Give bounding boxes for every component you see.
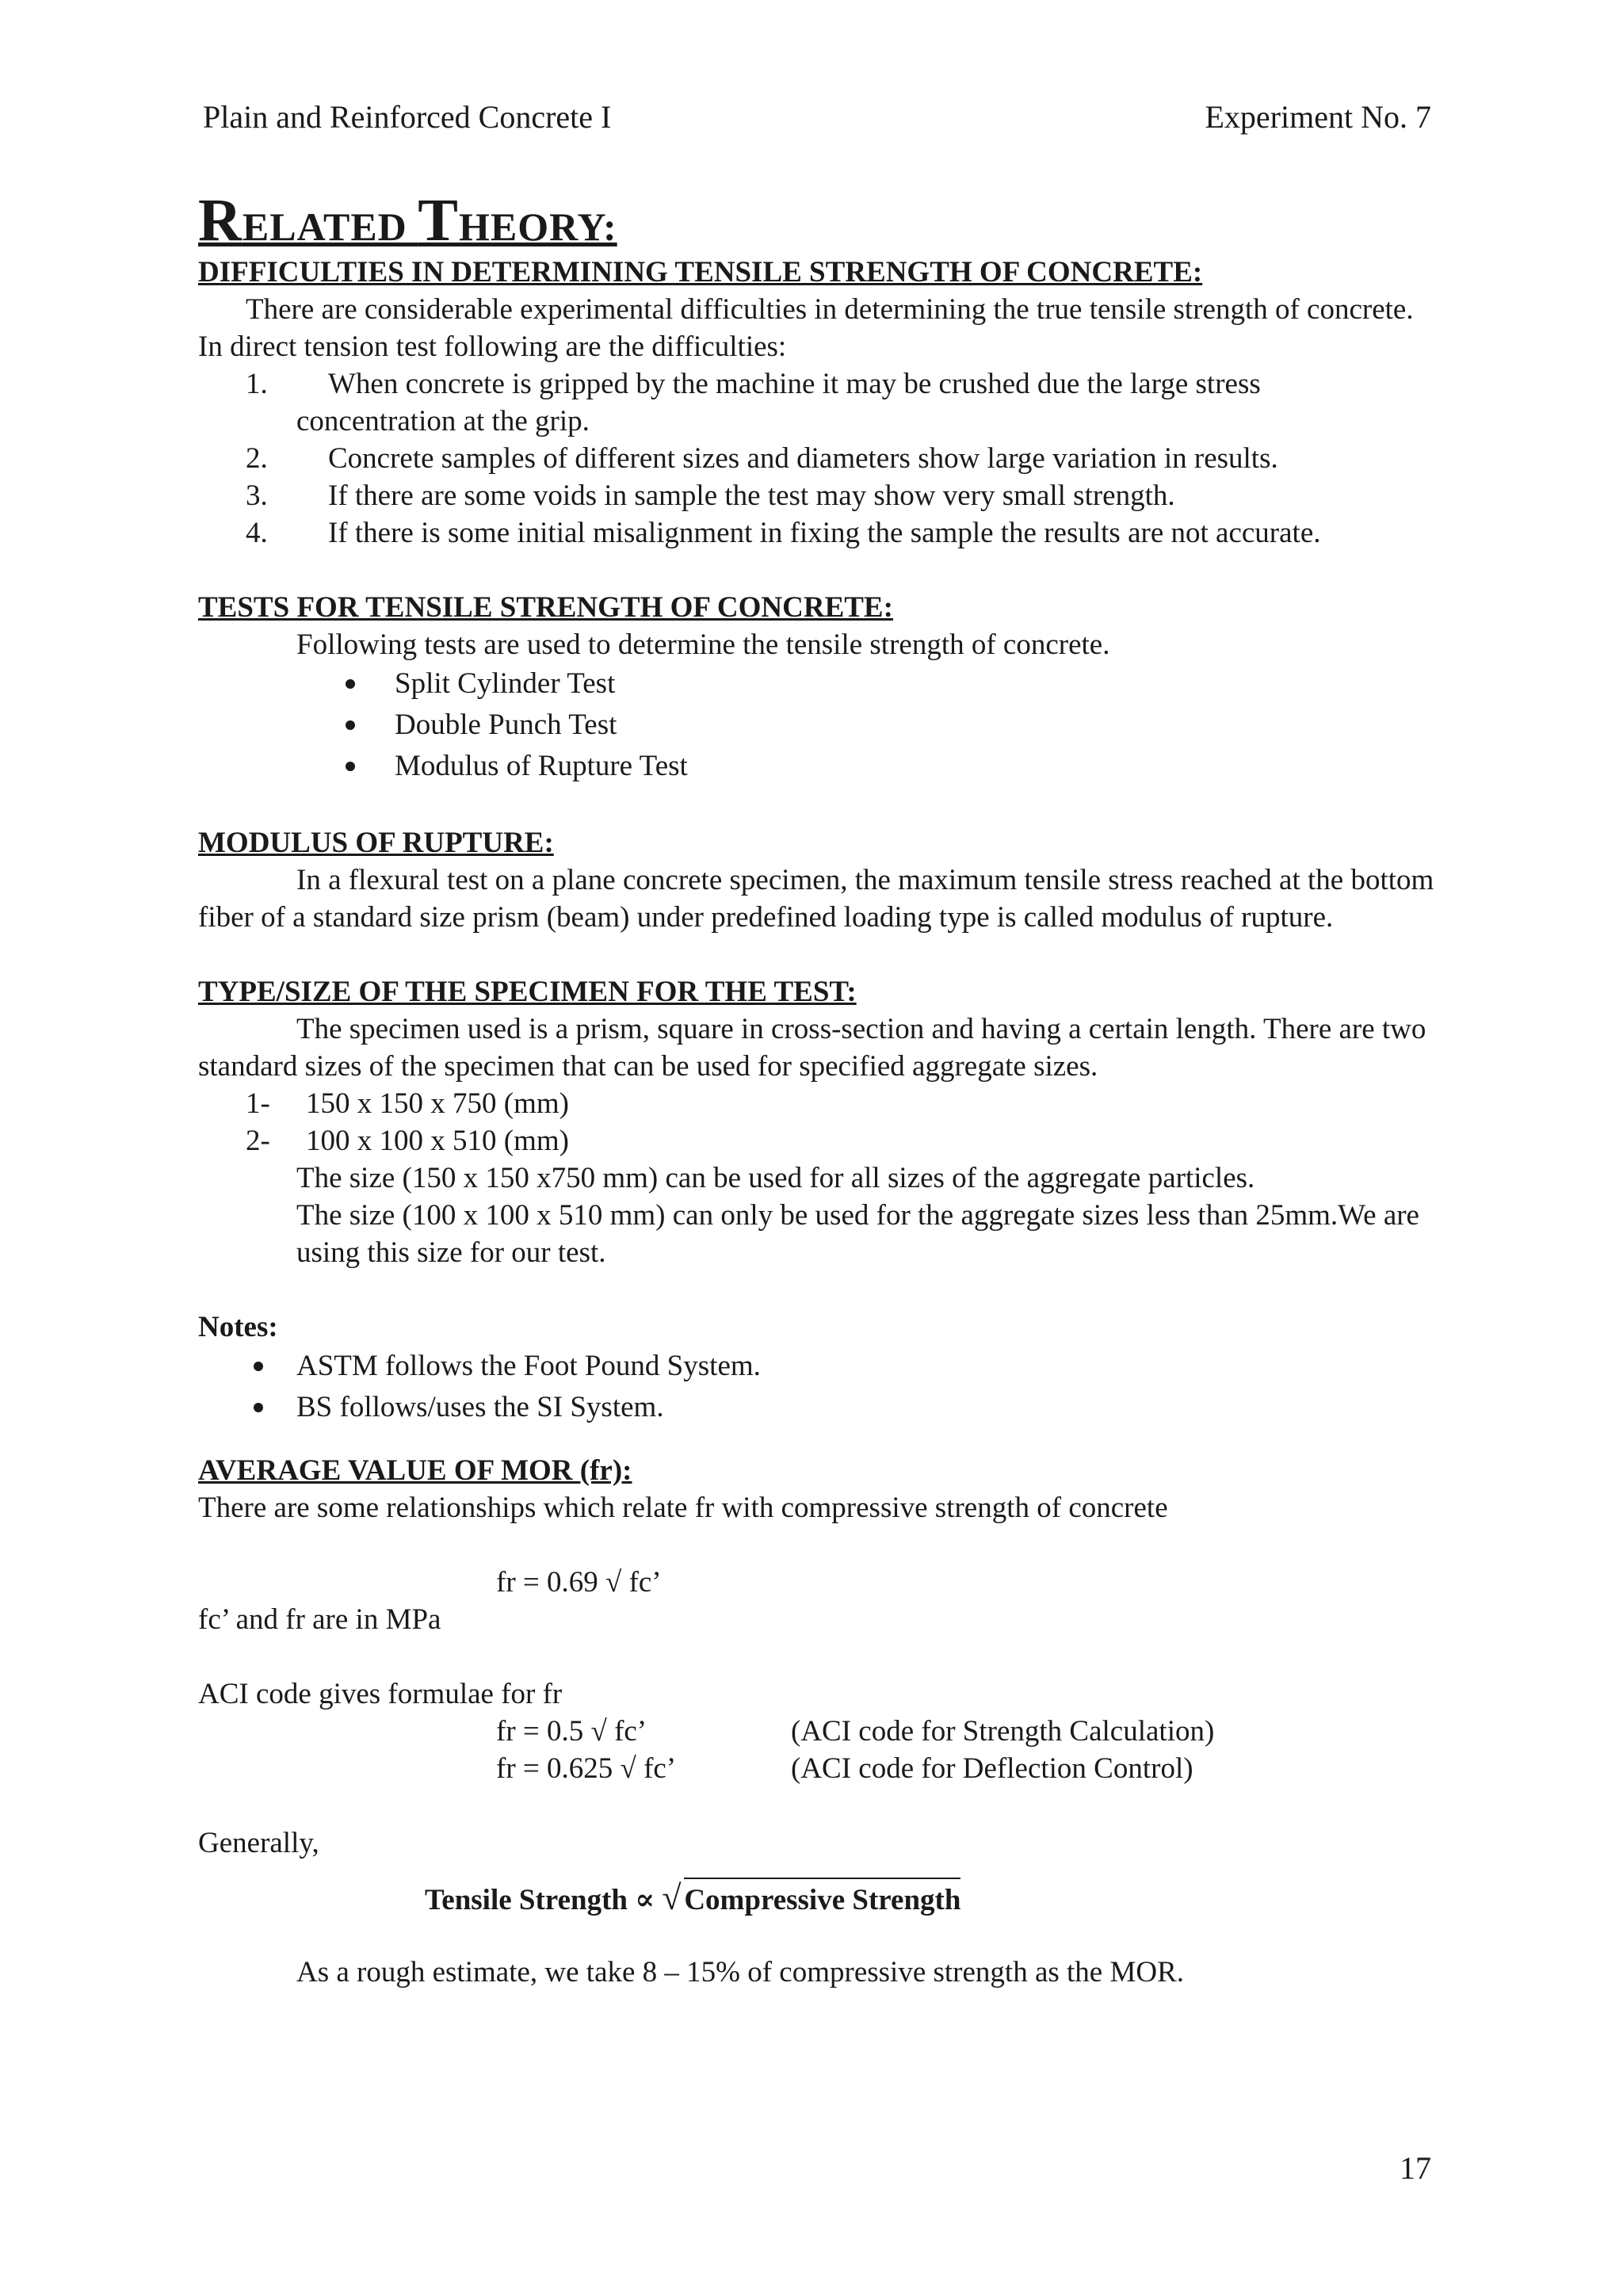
list-item: BS follows/uses the SI System. [198, 1387, 1434, 1428]
square-root-icon: √ Compressive Strength [662, 1878, 960, 1923]
mor-definition: In a flexural test on a plane concrete specimen, the maximum tensile stress reached at the bottom fiber of a standard size prism (beam) under predefined loading type is called modulus of rupture. [198, 864, 1434, 934]
list-item: 2- 100 x 100 x 510 (mm) [246, 1125, 569, 1157]
page-number: 17 [1400, 2150, 1431, 2186]
difficulties-list [198, 365, 1434, 552]
specimen-sizes-list [198, 1085, 1434, 1159]
tests-heading: TESTS FOR TENSILE STRENGTH OF CONCRETE: [198, 591, 893, 624]
list-item: Modulus of Rupture Test [198, 746, 1434, 787]
mor-formula: fr = 0.69 √ fc’ [496, 1566, 662, 1599]
list-item: ASTM follows the Foot Pound System. [198, 1346, 1434, 1387]
list-item: 1. When concrete is gripped by the machine it may be crushed due the large stress concentration at the grip. [246, 368, 1261, 437]
specimen-note-small: The size (100 x 100 x 510 mm) can only be used for the aggregate sizes less than 25mm.We are using this size for our test. [296, 1199, 1419, 1269]
aci-formula-strength: fr = 0.5 √ fc’ (ACI code for Strength Calculation) [496, 1715, 1215, 1748]
related-theory-title: RELATED THEORY: [198, 187, 617, 254]
difficulties-heading: DIFFICULTIES IN DETERMINING TENSILE STRENGTH OF CONCRETE: [198, 256, 1203, 288]
proportionality-relation: Tensile Strength ∝ √ Compressive Strength [198, 1878, 1434, 1922]
average-mor-intro: There are some relationships which relate fr with compressive strength of concrete [198, 1492, 1168, 1524]
list-item: Split Cylinder Test [198, 663, 1434, 705]
page-content [198, 187, 1434, 1991]
bullet-icon [346, 762, 355, 771]
bullet-icon [254, 1362, 263, 1371]
generally-label: Generally, [198, 1827, 319, 1859]
bullet-icon [346, 720, 355, 730]
header-experiment-number: Experiment No. 7 [1205, 99, 1431, 135]
bullet-icon [346, 679, 355, 689]
average-mor-heading: AVERAGE VALUE OF MOR (fr): [198, 1454, 632, 1487]
units-note: fc’ and fr are in MPa [198, 1603, 441, 1636]
aci-intro: ACI code gives formulae for fr [198, 1678, 563, 1710]
mor-estimate: As a rough estimate, we take 8 – 15% of compressive strength as the MOR. [296, 1956, 1185, 1988]
list-item: 1- 150 x 150 x 750 (mm) [246, 1087, 569, 1120]
tests-intro: Following tests are used to determine the tensile strength of concrete. [296, 628, 1110, 661]
list-item: Double Punch Test [198, 705, 1434, 746]
specimen-text: The specimen used is a prism, square in cross-section and having a certain length. There are two standard sizes of the specimen that can be used for specified aggregate sizes. [198, 1013, 1426, 1083]
list-item: 4. If there is some initial misalignment in fixing the sample the results are not accurate. [246, 517, 1321, 549]
tests-list [198, 663, 1434, 787]
difficulties-intro: There are considerable experimental difficulties in determining the true tensile strength of concrete. In direct tension test following are the difficulties: [198, 293, 1414, 363]
list-item: 2. Concrete samples of different sizes and diameters show large variation in results. [246, 442, 1278, 475]
header-course-title: Plain and Reinforced Concrete I [203, 99, 612, 135]
bullet-icon [254, 1403, 263, 1412]
specimen-note-large: The size (150 x 150 x750 mm) can be used for all sizes of the aggregate particles. [296, 1162, 1255, 1194]
aci-formula-deflection: fr = 0.625 √ fc’ (ACI code for Deflection Control) [496, 1752, 1193, 1785]
specimen-heading: TYPE/SIZE OF THE SPECIMEN FOR THE TEST: [198, 976, 857, 1008]
mor-heading: MODULUS OF RUPTURE: [198, 827, 554, 859]
notes-list [198, 1346, 1434, 1428]
list-item: 3. If there are some voids in sample the test may show very small strength. [246, 479, 1175, 512]
notes-heading: Notes: [198, 1311, 278, 1343]
